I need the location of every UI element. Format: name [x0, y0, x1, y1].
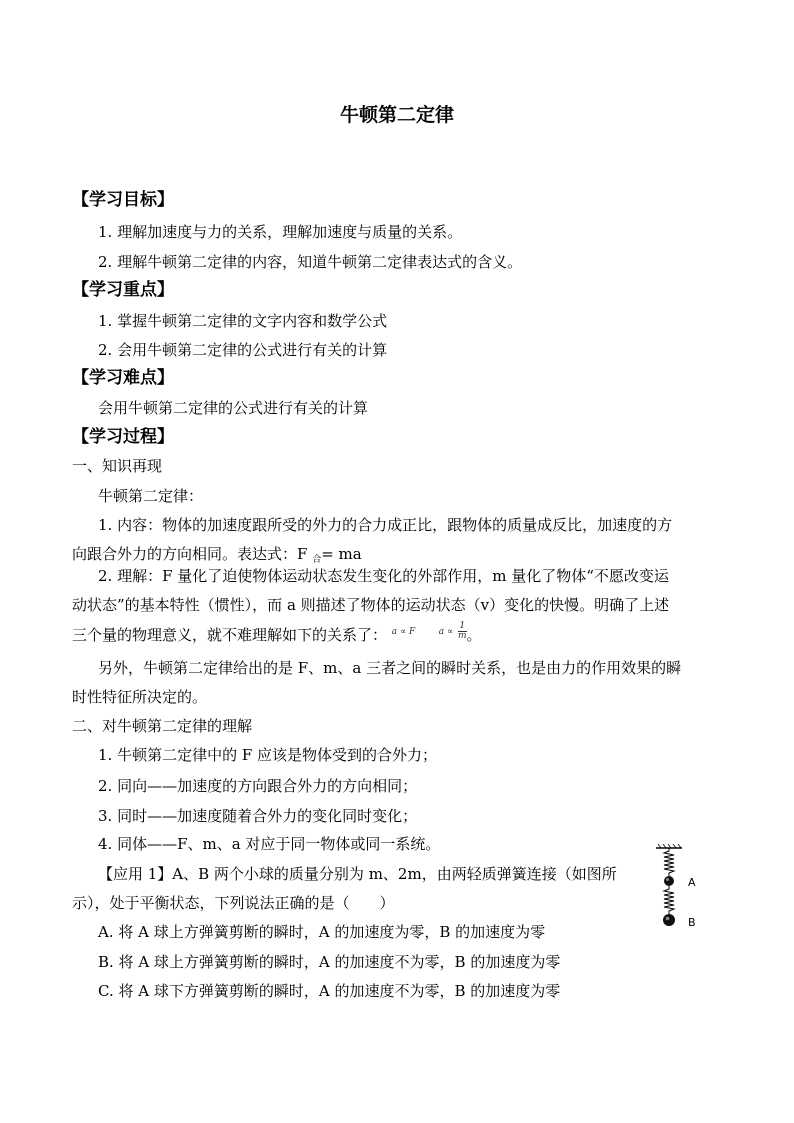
proportional-formula-force: a ∝ F: [391, 627, 416, 637]
proportional-formula-mass: [439, 622, 467, 642]
process-heading: 【学习过程】: [72, 427, 174, 447]
ball-b: [663, 914, 675, 926]
net-force-subscript: 合: [312, 555, 322, 565]
objective-item-1: 1. 理解加速度与力的关系，理解加速度与质量的关系。: [98, 223, 463, 241]
understand-line-1: 2. 理解：F 量化了迫使物体运动状态发生变化的外部作用，m 量化了物体“不愿改变运: [98, 567, 669, 585]
application-question-line-2: 示），处于平衡状态，下列说法正确的是（ ）: [72, 894, 395, 912]
key-point-item-1: 1. 掌握牛顿第二定律的文字内容和数学公式: [98, 312, 388, 330]
page-title: 牛顿第二定律: [339, 104, 454, 126]
upper-spring: [664, 848, 674, 876]
difficulty-heading: 【学习难点】: [72, 368, 174, 388]
content-line-1: 1. 内容：物体的加速度跟所受的外力的合力成正比，跟物体的质量成反比，加速度的方: [98, 516, 673, 534]
key-points-heading: 【学习重点】: [72, 280, 174, 300]
option-a: A. 将 A 球上方弹簧剪断的瞬时，A 的加速度为零，B 的加速度为零: [98, 923, 546, 941]
content-line-2-equation: = ma: [321, 545, 362, 563]
understanding-point-2: 2. 同向——加速度的方向跟合外力的方向相同；: [98, 777, 418, 795]
law-label: 牛顿第二定律：: [98, 487, 204, 505]
formula-mass-lhs: a ∝: [438, 627, 454, 637]
part1-title: 一、知识再现: [72, 457, 163, 475]
understand-line-3-text: 三个量的物理意义，就不难理解如下的关系了：: [72, 626, 388, 644]
understanding-point-1: 1. 牛顿第二定律中的 F 应该是物体受到的合外力；: [98, 746, 438, 764]
objectives-heading: 【学习目标】: [72, 190, 174, 210]
understand-line-2: 动状态”的基本特性（惯性），而 a 则描述了物体的运动状态（v）变化的快慢。明确了上述: [72, 596, 670, 614]
option-c: C. 将 A 球下方弹簧剪断的瞬时，A 的加速度不为零，B 的加速度为零: [98, 982, 561, 1000]
objective-item-2: 2. 理解牛顿第二定律的内容，知道牛顿第二定律表达式的含义。: [98, 253, 523, 271]
extra-line-2: 时性特征所决定的。: [72, 688, 208, 706]
ball-a: [664, 876, 674, 886]
part2-title: 二、对牛顿第二定律的理解: [72, 717, 253, 735]
understand-line-3: [72, 621, 482, 648]
understand-end: 。: [466, 626, 482, 644]
extra-line-1: 另外，牛顿第二定律给出的是 F、m、a 三者之间的瞬时关系，也是由力的作用效果的瞬: [98, 659, 682, 677]
fraction-numerator: 1: [459, 621, 466, 631]
lower-spring: [664, 886, 674, 914]
option-b: B. 将 A 球上方弹簧剪断的瞬时，A 的加速度不为零，B 的加速度为零: [98, 953, 561, 971]
spring-ball-figure: [648, 844, 708, 934]
application-question-line-1: 【应用 1】A、B 两个小球的质量分别为 m、2m，由两轻质弹簧连接（如图所: [98, 865, 617, 883]
understanding-point-3: 3. 同时——加速度随着合外力的变化同时变化；: [98, 807, 418, 825]
content-line-2-text: 向跟合外力的方向相同。表达式：F: [72, 545, 313, 563]
fraction-one-over-m: [458, 622, 467, 641]
key-point-item-2: 2. 会用牛顿第二定律的公式进行有关的计算: [98, 341, 388, 359]
understanding-point-4: 4. 同体——F、m、a 对应于同一物体或同一系统。: [98, 835, 441, 853]
fraction-denominator: m: [458, 631, 467, 641]
spring-ball-diagram: [648, 844, 708, 934]
ball-a-label: A: [688, 876, 696, 889]
difficulty-text: 会用牛顿第二定律的公式进行有关的计算: [98, 399, 369, 417]
ball-b-label: B: [688, 916, 696, 929]
